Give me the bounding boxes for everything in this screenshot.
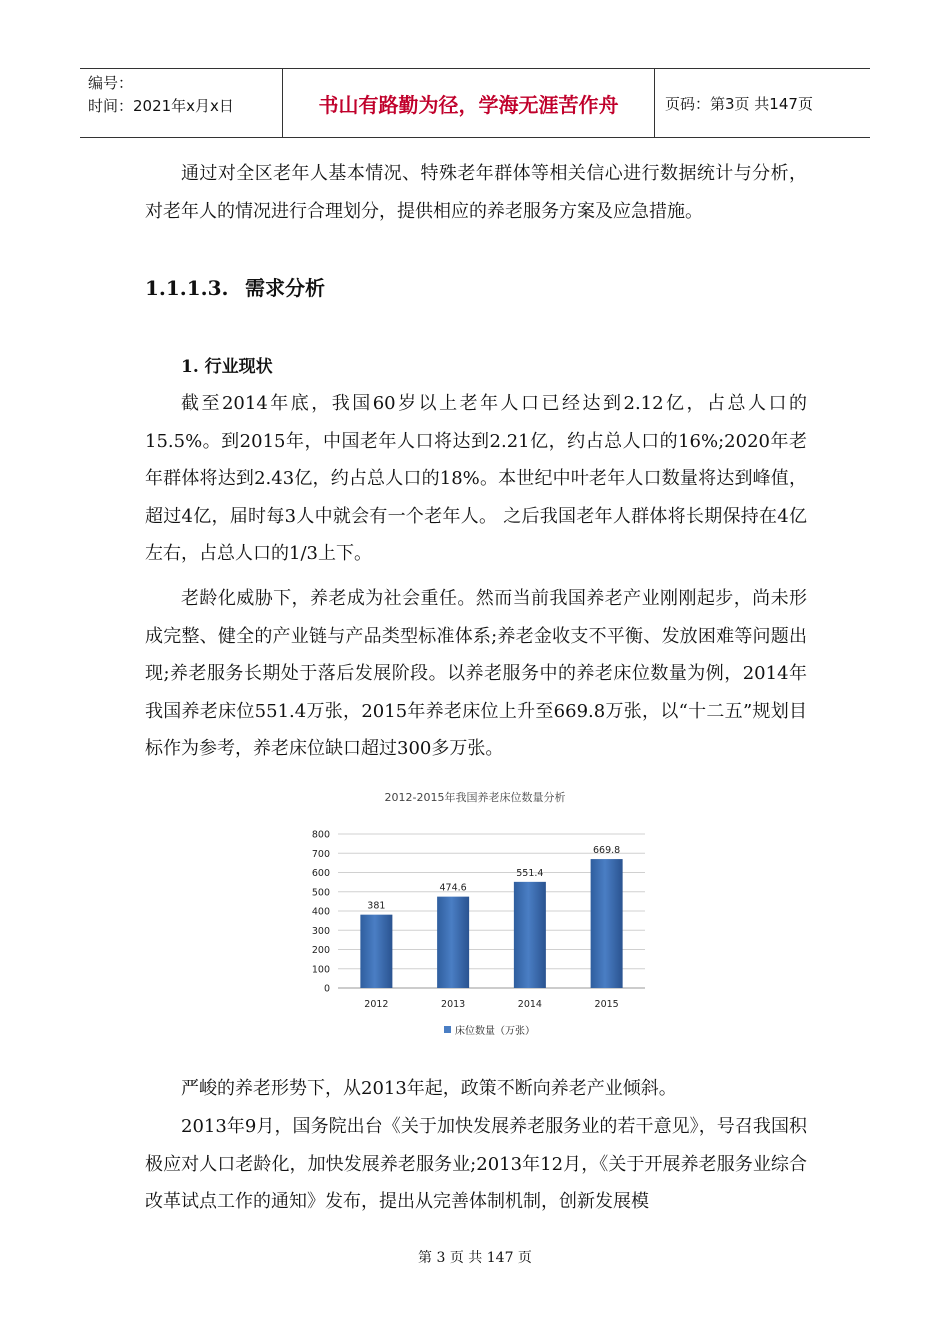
paragraph-policy-detail: 2013年9月，国务院出台《关于加快发展养老服务业的若干意见》，号召我国积极应对人口老龄化，加快发展养老服务业;2013年12月，《关于开展养老服务业综合改革试点工作的通知》发布，提出从完善体制机制，创新发展模 xyxy=(145,1116,807,1212)
legend-label: 床位数量（万张） xyxy=(455,1026,535,1037)
y-tick-label: 700 xyxy=(311,848,330,860)
section-number: 1.1.1.3. xyxy=(145,276,229,300)
subsection-heading: 1. 行业现状 xyxy=(181,357,273,377)
y-tick-label: 300 xyxy=(311,925,330,937)
section-title: 需求分析 xyxy=(245,276,325,300)
chart-bar xyxy=(437,897,469,988)
x-tick-label: 2012 xyxy=(364,999,389,1010)
chart-bar xyxy=(514,882,546,988)
chart-bar xyxy=(591,859,623,988)
bar-data-label: 551.4 xyxy=(516,867,544,879)
y-tick-label: 400 xyxy=(311,906,330,918)
y-tick-label: 500 xyxy=(311,887,330,899)
chart-legend xyxy=(444,1022,535,1037)
y-tick-label: 0 xyxy=(323,983,330,995)
legend-swatch xyxy=(444,1026,451,1033)
page-footer: 第 3 页 共 147 页 xyxy=(418,1250,532,1266)
chart-bar xyxy=(360,915,392,988)
intro-paragraph: 通过对全区老年人基本情况、特殊老年群体等相关信心进行数据统计与分析，对老年人的情况进行合理划分，提供相应的养老服务方案及应急措施。 xyxy=(145,163,807,222)
x-tick-label: 2013 xyxy=(441,999,466,1010)
y-tick-label: 200 xyxy=(311,945,330,956)
y-tick-label: 100 xyxy=(311,964,330,976)
paragraph-population: 截至2014年底，我国60岁以上老年人口已经达到2.12亿，占总人口的15.5%。到2015年，中国老年人口将达到2.21亿，约占总人口的16%;2020年老年群体将达到2.43亿，约占总人口的18%。本世纪中叶老年人口数量将达到峰值，超过4亿，届时每3人中就会有一个老年人。 之后我国老年人群体将长期保持在4亿左右，占总人口的1/3上下。 xyxy=(145,393,807,564)
paragraph-aging-threat: 老龄化威胁下，养老成为社会重任。然而当前我国养老产业刚刚起步，尚未形成完整、健全的产业链与产品类型标准体系;养老金收支不平衡、发放困难等问题出现;养老服务长期处于落后发展阶段。以养老服务中的养老床位数量为例，2014年我国养老床位551.4万张，2015年养老床位上升至669.8万张，以“十二五”规划目标作为参考，养老床位缺口超过300多万张。 xyxy=(145,588,807,759)
page-header xyxy=(80,68,870,138)
bar-data-label: 474.6 xyxy=(439,882,467,894)
header-meta xyxy=(80,69,283,137)
bar-data-label: 669.8 xyxy=(593,845,621,857)
section-heading xyxy=(145,272,325,301)
bar-data-label: 381 xyxy=(367,900,386,912)
header-motto: 书山有路勤为径，学海无涯苦作舟 xyxy=(283,69,655,137)
chart-canvas xyxy=(290,785,660,1045)
y-tick-label: 800 xyxy=(311,829,330,841)
document-date: 时间：2021年x月x日 xyxy=(88,97,234,115)
y-tick-label: 600 xyxy=(311,868,330,879)
x-tick-label: 2014 xyxy=(517,999,542,1010)
header-page-info: 页码：第3页 共147页 xyxy=(665,94,813,113)
paragraph-policy-intro: 严峻的养老形势下，从2013年起，政策不断向养老产业倾斜。 xyxy=(181,1078,677,1099)
chart-title: 2012-2015年我国养老床位数量分析 xyxy=(384,791,566,804)
document-number-label: 编号： xyxy=(88,74,134,92)
x-tick-label: 2015 xyxy=(594,999,619,1010)
bed-count-chart xyxy=(290,785,660,1045)
